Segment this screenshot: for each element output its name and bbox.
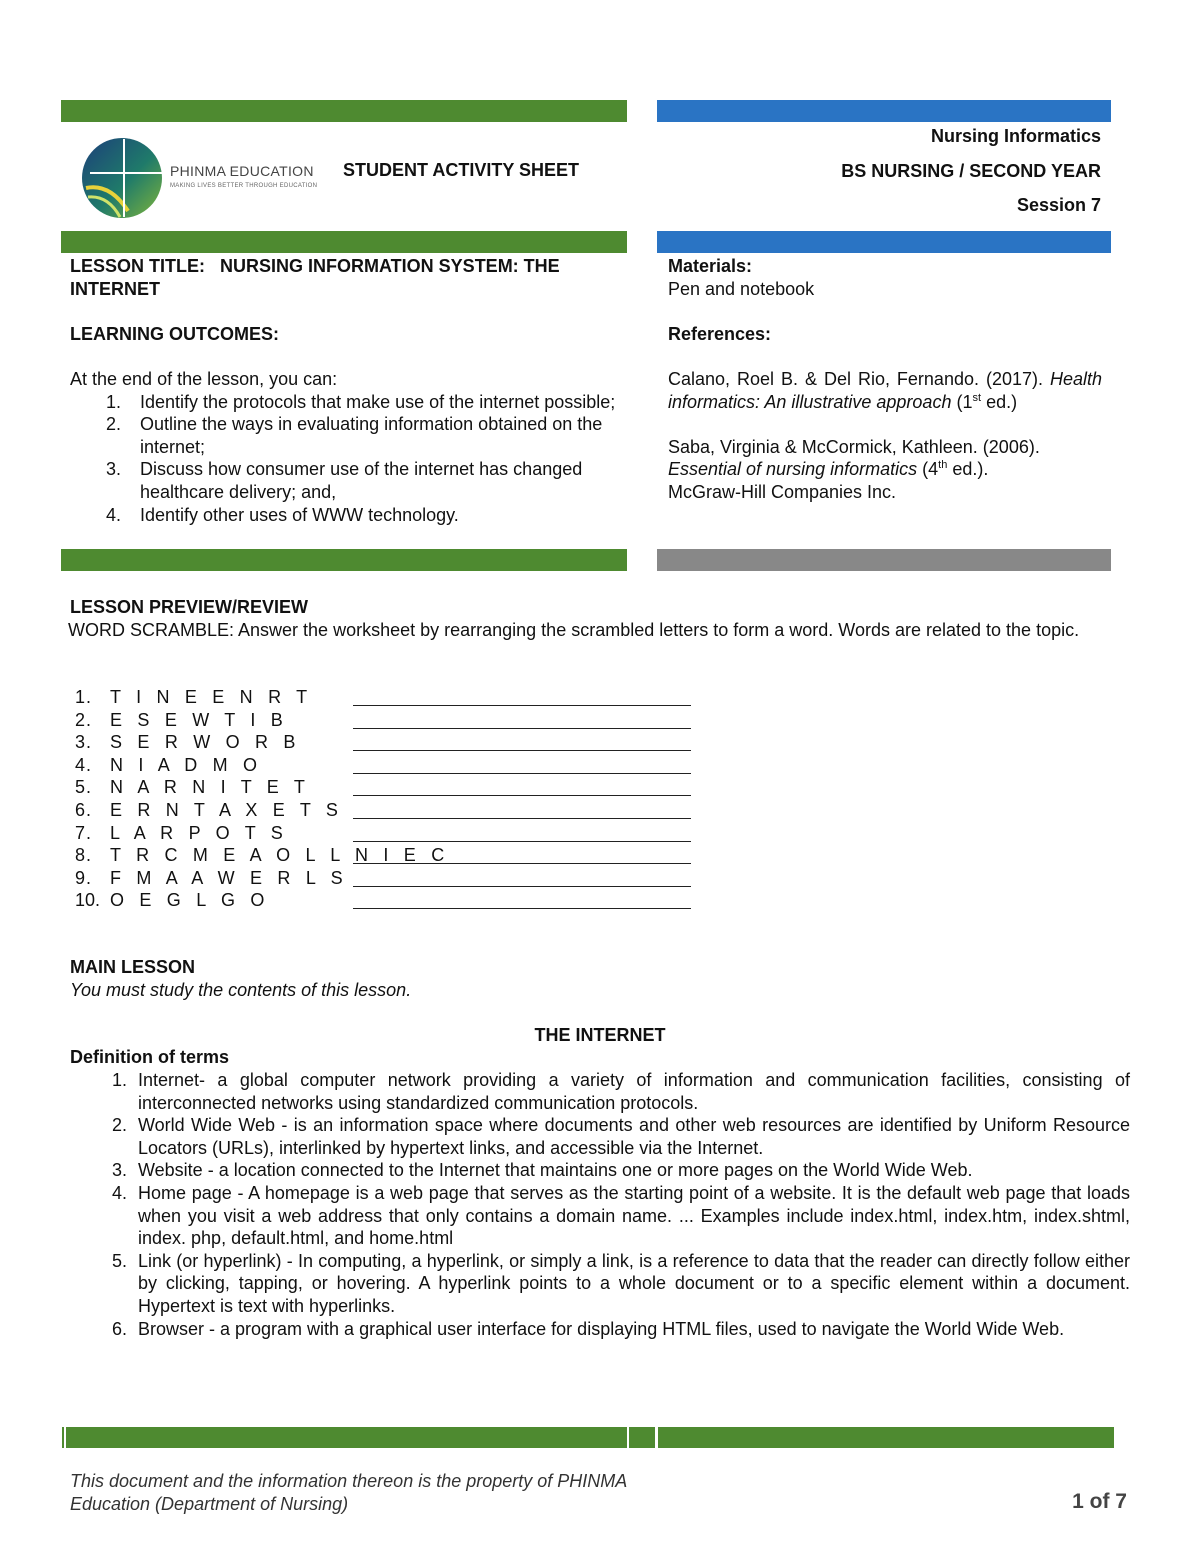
footer-bar-mid: [629, 1427, 655, 1448]
program-year: BS NURSING / SECOND YEAR: [841, 161, 1101, 181]
header-mid-right-bar: [657, 231, 1111, 253]
answer-blank[interactable]: [353, 818, 691, 819]
references-heading: References:: [668, 323, 772, 344]
section-left-bar: [61, 549, 627, 571]
main-lesson: [70, 956, 1130, 1340]
section-title: THE INTERNET: [534, 1024, 666, 1045]
lesson-title-value: NURSING INFORMATION SYSTEM: THE INTERNET: [70, 256, 560, 299]
scramble-item: 9. F M A A W E R L S: [70, 867, 710, 890]
word-scramble-list: [70, 686, 710, 912]
lesson-preview: [70, 596, 1130, 641]
outcome-item: 2. Outline the ways in evaluating information obtained on the internet;: [106, 414, 603, 457]
reference-2: Saba, Virginia & McCormick, Kathleen. (2006). Essential of nursing informatics (4th ed.). McGraw-Hill Companies Inc.: [668, 436, 1040, 502]
outcomes-intro: At the end of the lesson, you can:: [70, 368, 338, 389]
footer-disclaimer: This document and the information thereon is the property of PHINMA Education (Department of Nursing): [70, 1471, 628, 1514]
outcomes-list: [70, 391, 618, 527]
lesson-info: [70, 255, 618, 526]
learning-outcomes-heading: LEARNING OUTCOMES:: [70, 323, 279, 344]
outcome-item: 4. Identify other uses of WWW technology.: [106, 504, 459, 525]
scramble-item: 1. T I N E E N R T: [70, 686, 710, 709]
footer-bar-left: [66, 1427, 627, 1448]
definition-item: 5. Link (or hyperlink) - In computing, a hyperlink, or simply a link, is a reference to data that the reader can directly follow either by clicking, tapping, or hovering. A hyperlink points to a whole document or to a specific element within a document. Hypertext is text with hyperlinks.: [112, 1250, 1130, 1316]
definition-item: 6. Browser - a program with a graphical user interface for displaying HTML files, used to navigate the World Wide Web.: [112, 1318, 1065, 1339]
footer-bar-left-edge: [62, 1427, 64, 1448]
scramble-item: 8. T R C M E A O L L N I E C: [70, 844, 710, 867]
answer-blank[interactable]: [353, 728, 691, 729]
answer-blank[interactable]: [353, 886, 691, 887]
main-lesson-heading: MAIN LESSON: [70, 957, 196, 977]
scramble-item: 5. N A R N I T E T: [70, 776, 710, 799]
scramble-item: 3. S E R W O R B: [70, 731, 710, 754]
header-top-right-bar: [657, 100, 1111, 122]
main-lesson-note: You must study the contents of this lesson.: [70, 979, 412, 1000]
session-label: Session 7: [1016, 195, 1101, 215]
header-top-left-bar: [61, 100, 627, 122]
definition-item: 2. World Wide Web - is an information space where documents and other web resources are identified by Uniform Resource Locators (URLs), interlinked by hypertext links, and accessible via the Internet.: [112, 1115, 1130, 1158]
materials-references: [668, 255, 1102, 504]
scramble-item: 6. E R N T A X E T S: [70, 799, 710, 822]
definition-heading: Definition of terms: [70, 1047, 230, 1068]
phinma-logo: [80, 133, 325, 225]
logo-tagline: MAKING LIVES BETTER THROUGH EDUCATION: [170, 183, 318, 189]
section-right-bar: [657, 549, 1111, 571]
answer-blank[interactable]: [353, 773, 691, 774]
phinma-logo-emblem: [80, 133, 164, 223]
outcome-item: 1. Identify the protocols that make use of the internet possible;: [106, 391, 616, 412]
reference-1: Calano, Roel B. & Del Rio, Fernando. (2017). Health informatics: An illustrative approach (1st ed.): [668, 368, 1102, 412]
course-name: Nursing Informatics: [930, 126, 1101, 146]
scramble-item: 10. O E G L G O: [70, 889, 710, 912]
definition-item: 1. Internet- a global computer network providing a variety of information and communication facilities, consisting of interconnected networks using standardized communication protocols.: [112, 1069, 1130, 1113]
answer-blank[interactable]: [353, 863, 691, 864]
preview-instructions: WORD SCRAMBLE: Answer the worksheet by rearranging the scrambled letters to form a word. Words are related to the topic.: [68, 619, 1080, 640]
answer-blank[interactable]: [353, 750, 691, 751]
answer-blank[interactable]: [353, 908, 691, 909]
answer-blank[interactable]: [353, 795, 691, 796]
definition-item: 4. Home page - A homepage is a web page that serves as the starting point of a website. It is the default web page that loads when you visit a web address that only contains a domain name. ... Examples include index.html, index.htm, index.shtml, index. php, default.html, and home.html: [112, 1182, 1130, 1249]
header-mid-left-bar: [61, 231, 627, 253]
scramble-item: 2. E S E W T I B: [70, 709, 710, 732]
outcome-item: 3. Discuss how consumer use of the internet has changed healthcare delivery; and,: [106, 459, 583, 502]
definition-item: 3. Website - a location connected to the Internet that maintains one or more pages on the World Wide Web.: [112, 1160, 973, 1181]
definition-list: [70, 1069, 1130, 1340]
page-number: 1 of 7: [1072, 1490, 1127, 1513]
materials-value: Pen and notebook: [668, 278, 815, 299]
footer-bar-right: [658, 1427, 1114, 1448]
answer-blank[interactable]: [353, 841, 691, 842]
sheet-title: STUDENT ACTIVITY SHEET: [343, 160, 580, 180]
scramble-item: 7. L A R P O T S: [70, 822, 710, 845]
materials-heading: Materials:: [668, 256, 753, 276]
scramble-item: 4. N I A D M O: [70, 754, 710, 777]
lesson-title: [70, 255, 618, 300]
lesson-title-label: LESSON TITLE:: [70, 256, 205, 276]
logo-name: PHINMA EDUCATION: [170, 163, 314, 179]
preview-heading: LESSON PREVIEW/REVIEW: [70, 597, 309, 617]
answer-blank[interactable]: [353, 705, 691, 706]
